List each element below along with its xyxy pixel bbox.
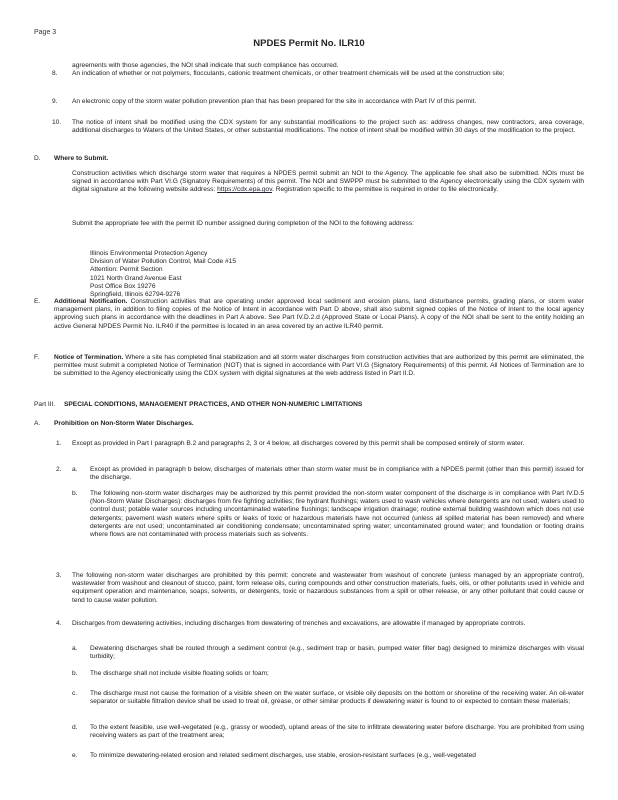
item-9-text: An electronic copy of the storm water pollution prevention plan that has been prepared for the site in accordance with Part IV of this permit. (72, 98, 477, 105)
section-e-label: E. (34, 298, 41, 305)
address-line: Attention: Permit Section (90, 266, 163, 274)
a-item-2b-label: b. (72, 490, 78, 497)
item-8-number: 8. (52, 70, 58, 77)
a-item-4b-label: b. (72, 670, 78, 677)
a-item-2a-text: Except as provided in paragraph b below, discharges of materials other than storm water must be in compliance with a NPDES permit (other than this permit) issued for the discharge. (90, 466, 584, 482)
section-a-heading: Prohibition on Non-Storm Water Discharges. (54, 420, 194, 427)
section-e-text: Construction activities that are operating under approved local sediment and erosion plans, land disturbance permits, grading plans, or storm water management plans, in addition to filing copies of the Notice of Intent in accordance with Part D above, shall also submit signed copies of the Notice of Intent to the local agency approving such plans in accordance with the deadlines in Part A above. See Part IV.D.2.d (Approved State or Local Plans). A copy of the NOI shall be sent to the entity holding an active General NPDES Permit No. ILR40 if the permittee is located in an area covered by an active ILR40 permit. (54, 298, 584, 330)
document-title: NPDES Permit No. ILR10 (253, 38, 365, 49)
a-item-2a-label: a. (72, 466, 78, 473)
section-d-heading: Where to Submit. (54, 155, 109, 162)
section-a-label: A. (34, 420, 41, 427)
address-line: Illinois Environmental Protection Agency (90, 250, 208, 257)
section-e-paragraph (54, 298, 584, 331)
cdx-website-link[interactable]: https://cdx.epa.gov (217, 186, 273, 194)
a-item-4c-text: The discharge must not cause the formation of a visible sheen on the water surface, or visible oily deposits on the bottom or shoreline of the receiving water. An oil-water separator or suitable filtration device shall be used to treat oil, grease, or other similar products if dewatering water is found to or expected to contain these materials; (90, 690, 584, 706)
address-line: Post Office Box 19276 (90, 282, 156, 290)
a-item-2b-text: The following non-storm water discharges may be authorized by this permit provided the non-storm water component of the discharge is in compliance with Part IV.D.5 (Non-Storm Water Discharges): discharges from fire fighting activities; fire hydrant flushings; waters used to wash vehicles where detergents are not used; waters used to control dust; potable water sources including uncontaminated waterline flushings; landscape irrigation drainage; routine external building washdown which does not use detergents; pavement wash waters where spills or leaks of toxic or hazardous materials have not occurred (unless all spilled material has been removed) and where detergents are not used; uncontaminated air conditioning condensate; uncontaminated spring water; uncontaminated ground water; and foundation or footing drains where flows are not contaminated with process materials such as solvents. (90, 490, 584, 539)
section-d-label: D. (34, 155, 41, 162)
a-item-1-number: 1. (56, 440, 62, 447)
section-f-text: Where a site has completed final stabilization and all storm water discharges from construction activities that are authorized by this permit are eliminated, the permittee must submit a completed Notice of Termination (NOT) that is signed in accordance with Part VI.G (Signatory Requirements) of this permit. All Notices of Termination are to be submitted to the Agency electronically using the CDX system with digital signatures at the web address listed in Part II.D. (54, 354, 585, 378)
section-f-label: F. (34, 354, 40, 361)
address-line: Springfield, Illinois 62794-9276 (90, 291, 181, 299)
mailing-address (90, 250, 236, 299)
section-f-heading: Notice of Termination. (54, 354, 124, 361)
a-item-4d-label: d. (72, 724, 78, 731)
item-8-text: An indication of whether or not polymers, flocculants, cationic treatment chemicals, or other treatment chemicals will be used at the construction site; (72, 70, 505, 77)
a-item-4b-text: The discharge shall not include visible floating solids or foam; (90, 670, 269, 677)
section-e-heading: Additional Notification. (54, 298, 128, 305)
address-line: Division of Water Pollution Control, Mail Code #15 (90, 258, 236, 266)
section-d-fee-instruction: Submit the appropriate fee with the permit ID number assigned during completion of the NOI to the following address: (72, 220, 414, 227)
a-item-3-number: 3. (56, 572, 62, 579)
part-iii-label: Part III. (34, 401, 56, 408)
a-item-4c-label: c. (72, 690, 78, 697)
address-line: 1021 North Grand Avenue East (90, 274, 182, 282)
section-d-text-a: Construction activities which discharge storm water that requires a NPDES permit submit an NOI to the Agency. The applicable fee shall also be submitted. NOIs must be signed in accordance with Part VI.G (Signatory Requirements) of this permit. The NOI and SWPPP must be submitted to the Agency electronically using the CDX system with digital signature at the following website address: (72, 170, 584, 194)
intro-continuation: agreements with those agencies, the NOI shall indicate that such compliance has occurred. (72, 62, 339, 69)
a-item-4e-text: To minimize dewatering-related erosion and related sediment discharges, use stable, erosion-resistant surfaces (e.g., well-vegetated (90, 752, 476, 759)
a-item-4-text: Discharges from dewatering activities, including discharges from dewatering of trenches and excavations, are allowable if managed by appropriate controls. (72, 620, 526, 627)
a-item-4-number: 4. (56, 620, 62, 627)
a-item-3-text: The following non-storm water discharges are prohibited by this permit: concrete and wastewater from washout of concrete (unless managed by an appropriate control), wastewater from washout and cleanout of stucco, paint, form release oils, curing compounds and other construction materials, fuels, oils, or other pollutants used in vehicle and equipment operation and maintenance, soaps, solvents, or detergents, toxic or hazardous substances from a spill or other release, or any other pollutant that could cause or tend to cause water pollution. (72, 572, 584, 604)
item-9-number: 9. (52, 98, 58, 105)
section-d-text-b: . Registration specific to the permittee is required in order to file electronically. (272, 186, 499, 194)
a-item-1-text: Except as provided in Part I paragraph B.2 and paragraphs 2, 3 or 4 below, all discharges covered by this permit shall be composed entirely of storm water. (72, 440, 525, 447)
section-f-paragraph (54, 354, 584, 379)
a-item-4a-text: Dewatering discharges shall be routed through a sediment control (e.g., sediment trap or basin, pumped water filter bag) designed to minimize discharges with visual turbidity; (90, 645, 584, 661)
section-d-paragraph (72, 170, 584, 195)
page-number: Page 3 (34, 29, 57, 36)
item-10-text: The notice of intent shall be modified using the CDX system for any substantial modifications to the project such as: address changes, new contractors, area coverage, additional discharges to Waters of the United States, or other substantial modifications. The notice of intent shall be modified within 30 days of the modification to the project. (72, 119, 584, 135)
item-10-number: 10. (52, 119, 62, 126)
a-item-4d-text: To the extent feasible, use well-vegetated (e.g., grassy or wooded), upland areas of the site to infiltrate dewatering water before discharge. You are prohibited from using receiving waters as part of the treatment area; (90, 724, 584, 740)
a-item-2-number: 2. (56, 466, 62, 473)
part-iii-heading: SPECIAL CONDITIONS, MANAGEMENT PRACTICES, AND OTHER NON-NUMERIC LIMITATIONS (64, 401, 363, 408)
a-item-4a-label: a. (72, 645, 78, 652)
a-item-4e-label: e. (72, 752, 78, 759)
